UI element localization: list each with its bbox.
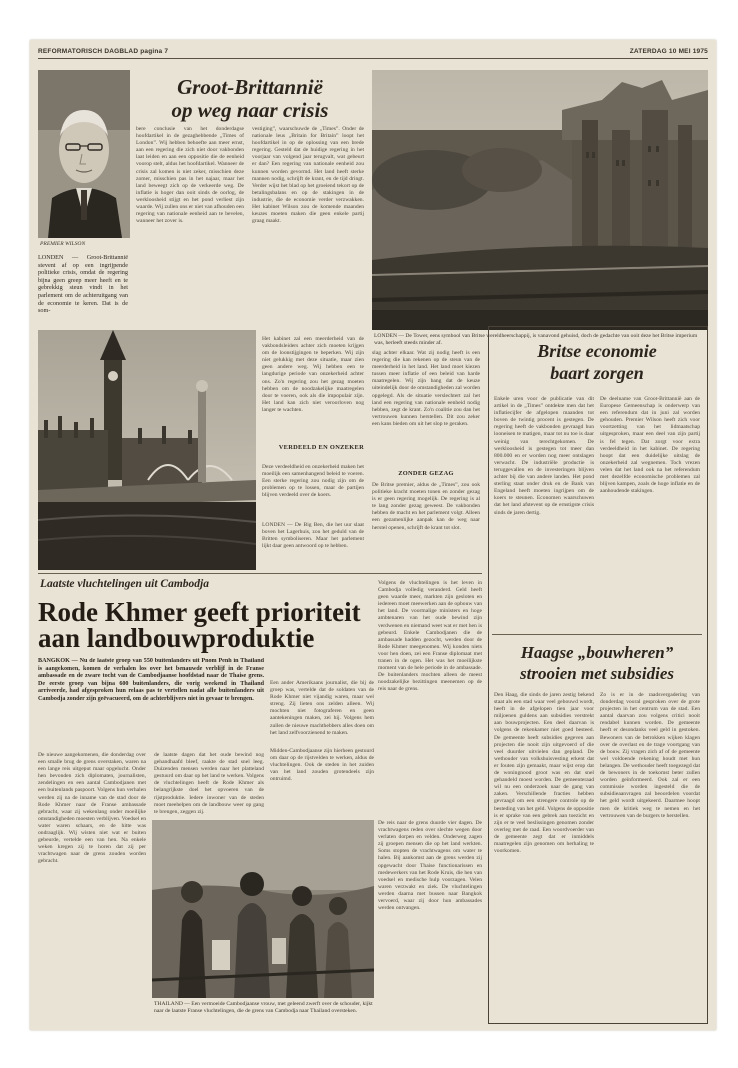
- cambodia-headline-line1: Rode Khmer geeft prioriteit: [38, 597, 361, 627]
- britain-lead: [38, 254, 128, 326]
- britain-col-3: [252, 126, 364, 324]
- britain-col-5: [262, 464, 364, 518]
- britain-col6-text: slag achter elkaar. Wat zij nodig heeft is een regering die kan rekenen op de steun van de meerderheid in het land. Het land moet kiezen tussen meer inflatie of een beleid van harde maatregelen. Wij zijn bang dat de keuze uiteindelijk door de omstandigheden zal worden opgelegd. Als de situatie verslechtert zal het land een regering van nationale eenheid nodig hebben, zegt de krant. Zo'n coalitie zou dan het vertrouwen kunnen herstellen. Dit zou zeker een kans bieden om uit het slop te geraken.: [372, 350, 480, 427]
- cambodia-kicker: Laatste vluchtelingen uit Cambodja: [40, 578, 209, 590]
- economy-divider: [492, 634, 702, 635]
- cambodia-lead: [38, 658, 264, 748]
- paper-masthead: REFORMATORISCH DAGBLAD pagina 7: [38, 48, 169, 55]
- cambodia-headline: [38, 597, 372, 653]
- economy-col1-text: Enkele uren voor de publicatie van dit artikel in de „Times” ontdekte men dat het inflatiecijfer de afgelopen maanden tot boven de twintig procent is gestegen. De regering heeft de vakbonden gevraagd hun looneisen te matigen, maar tot nu toe is daar weinig van terechtgekomen. De werkloosheid is gestegen tot meer dan 800.000 en er worden nog meer ontslagen verwacht. De industriële productie is teruggevallen en de investeringen blijven achter bij die van andere landen. Het pond sterling staat onder druk en de Bank van Engeland heeft moeten ingrijpen om de koers te steunen. Economen waarschuwen dat het land afstevent op de ernstigste crisis sinds de jaren dertig.: [494, 396, 594, 516]
- tower-caption: LONDEN — De Tower, eens symbool van Britse wereldheerschappij, is vanavond gehuisd, doch de gedachte van ooit deze het Britse imperium was, herleeft steeds minder af.: [374, 333, 698, 346]
- britain-col6b-text: De Britse premier, aldus de „Times”, zou ook politieke kracht moeten tonen en zonder gezag is er geen regering mogelijk. De regering is al te lang zonder gezag geweest. De vakbonden hebben de macht en het parlement volgt. Alleen een gezamenlijke aanpak kan de weg naar herstel openen, schrijft de krant tot slot.: [372, 482, 480, 531]
- economy-col-2: [600, 396, 700, 628]
- haagse-headline-line1: Haagse „bouwheren”: [520, 643, 674, 662]
- haagse-col2-text: Zo is er in de raadsvergadering van donderdag vooral gesproken over de grote projecten in het centrum van de stad. Een aantal daarvan zou volgens critici nooit rendabel kunnen worden. De gemeente heeft er desondanks veel geld in gestoken. Bewoners van de betrokken wijken klagen over de overlast en de trage voortgang van de bouw. Zij vragen zich af of de gemeente wel voldoende rekening houdt met hun belangen. De wethouder heeft toegezegd dat de bewoners in de toekomst beter zullen worden geïnformeerd. Ook zal er een commissie worden ingesteld die de subsidieaanvragen zal beoordelen voordat het geld wordt uitgekeerd. Daarmee hoopt men de kritiek weg te nemen en het vertrouwen van de burgers te herstellen.: [600, 692, 700, 819]
- haagse-col-1: [494, 692, 594, 1018]
- cambodia-col-d: [270, 748, 374, 814]
- cambodia-top-rule: [38, 573, 482, 574]
- header-rule: [38, 58, 708, 59]
- britain-lead-text: LONDEN — Groot-Brittannië stevent af op een ingrijpende politieke crisis, omdat de regering bijna geen greep meer heeft en te gebrekkig steun vindt in het parlement om de achteruitgang van de economie te keren. Dat is de som-: [38, 254, 128, 315]
- britain-col-2: [136, 126, 244, 324]
- britain-subhead-verdeeld: VERDEELD EN ONZEKER: [278, 444, 364, 451]
- portrait-caption: PREMIER WILSON: [40, 241, 86, 247]
- cambodia-col-c: [270, 680, 374, 744]
- haagse-col1-text: Den Haag, die sinds de jaren zestig bekend staat als een stad waar veel gebouwd wordt, heeft in de afgelopen tien jaar voor miljoenen guldens aan subsidies verstrekt aan bouwprojecten. Een deel daarvan is volgens de rekenkamer niet goed besteed. De gemeente heeft subsidies gegeven aan projecten die nooit zijn uitgevoerd of die veel duurder uitvielen dan gepland. De wethouder van volkshuisvesting erkent dat er fouten zijn gemaakt, maar wijst erop dat de woningnood groot was en dat snel gehandeld moest worden. De gemeenteraad wil nu een onderzoek naar de gang van zaken. Verschillende fracties hebben gevraagd om een strengere controle op de besteding van het geld. Volgens de oppositie is er sprake van een gebrek aan toezicht en zijn er te veel beslissingen genomen zonder overleg met de raad. Een woordvoerder van de gemeente zegt dat er inmiddels maatregelen zijn genomen om herhaling te voorkomen.: [494, 692, 594, 855]
- economy-headline-line2: baart zorgen: [550, 363, 644, 383]
- haagse-headline: [492, 642, 702, 684]
- thailand-caption: THAILAND — Een vermoeide Cambodjaanse vrouw, met geleend zwerft over de schouder, kijkt naar de laatste Franse vluchtelingen, die de grens van Cambodja naar Thailand oversteken.: [154, 1001, 373, 1014]
- economy-col2-text: De deelname van Groot-Brittannië aan de Europese Gemeenschap is onderwerp van een referendum dat in juni zal worden gehouden. Premier Wilson heeft zich voor voortzetting van het lidmaatschap uitgesproken, maar een deel van zijn partij is fel tegen. Dat zorgt voor extra verdeeldheid in het kabinet. De regering hoopt dat een duidelijke uitslag de onzekerheid zal wegnemen. Toch vrezen velen dat het land ook na het referendum met dezelfde economische problemen zal blijven kampen, zoals de hoge inflatie en de aanhoudende stakingen.: [600, 396, 700, 495]
- cambodia-col-b: [154, 752, 264, 816]
- britain-col5b-text: LONDEN — De Big Ben, die het uur slaat boven het Lagerhuis, zou het geduld van de Britten symboliseren. Maar het parlement lijkt daar geen antwoord op te hebben.: [262, 522, 364, 550]
- britain-headline: [134, 76, 366, 122]
- britain-col-5b: [262, 522, 364, 568]
- haagse-headline-line2: strooien met subsidies: [520, 664, 674, 683]
- britain-headline-line1: Groot-Brittannië: [177, 75, 323, 99]
- cambodia-col-e-text: Volgens de vluchtelingen is het leven in Cambodja volledig veranderd. Geld heeft geen waarde meer, markten zijn gesloten en iedereen moet meewerken aan de opbouw van het land. De voormalige ministers en hoge ambtenaren van het oude bewind zijn verdwenen en niemand weet wat er met hen is gebeurd. Enkele Cambodjanen die de ambassade hadden gezocht, werden door de Rode Khmer meegenomen. Wij konden niets voor hen doen, zei een Franse diplomaat met tranen in de ogen. Het was het moeilijkste moment van de hele periode in de ambassade. De buitenlanders mochten alleen de meest noodzakelijke bezittingen meenemen op de reis naar de grens.: [378, 580, 482, 693]
- cambodia-col-a: [38, 752, 146, 1022]
- cambodia-col-e: [378, 580, 482, 816]
- cambodia-col-b-text: de laatste dagen dat het oude bewind nog gehandhaafd bleef, raakte de stad snel leeg. Duizenden mensen werden naar het platteland gestuurd om daar op het land te werken. Volgens de vluchtelingen heeft de Rode Khmer als belangrijkste doel het opvoeren van de rijstproduktie. Iedere inwoner van de steden moet meehelpen om de landbouw weer op gang te brengen, zeggen zij.: [154, 752, 264, 815]
- cambodia-col-a-text: De nieuwe aangekomenen, die donderdag over een smalle brug de grens overstaken, waren na een lange reis uitgeput maar opgelucht. Onder hen bevonden zich diplomaten, journalisten, zendelingen en een aantal Cambodjanen met een buitenlands paspoort. Volgens hun verhalen werden zij na de inname van de stad door de Rode Khmer naar de Franse ambassade gebracht, waar zij wekenlang onder moeilijke omstandigheden moesten verblijven. Voedsel en water waren schaars, en de hitte was ondraaglijk. Wij wisten niet wat er buiten gebeurde, vertelde een van hen. Na enkele weken kregen zij te horen dat zij per vrachtwagen naar de grens zouden worden gebracht.: [38, 752, 146, 865]
- cambodia-col-c-text: Een ander Amerikaans journalist, die bij de groep was, vertelde dat de soldaten van de Rode Khmer niet vijandig waren, maar wel streng. Zij lieten ons zelden alleen. Wij mochten niet fotograferen en geen aantekeningen maken, zei hij. Volgens hem zullen de nieuwe machthebbers alles doen om het land zelfvoorzienend te maken.: [270, 680, 374, 736]
- britain-col5-text: Deze verdeeldheid en onzekerheid maken het moeilijk een samenhangend beleid te voeren. Een sterke regering zou nodig zijn om de problemen op te lossen, maar de partijen blijven verdeeld over de koers.: [262, 464, 364, 499]
- britain-col-4: [262, 336, 364, 440]
- cambodia-lead-text: BANGKOK — Nu de laatste groep van 550 buitenlanders uit Pnom Penh in Thailand is aangekomen, komen de verhalen los over het benauwde verblijf in de Franse ambassade en de zware tocht van de Cambodjaanse hoofdstad naar de Thaise grens. De eerste groep van bijna 600 buitenlanders, die vorig weekend in Thailand arriveerde, had afgesproken hun relaas pas te vertellen nadat alle buitenlanders uit Cambodja zonder zijn geëvacueerd, om de achterblijvers niet in gevaar te brengen.: [38, 658, 264, 702]
- haagse-col-2: [600, 692, 700, 1018]
- cambodia-col-f: [378, 820, 482, 1022]
- britain-headline-line2: op weg naar crisis: [171, 98, 329, 122]
- britain-col2-text: bere conclusie van het donderdagse hoofdartikel in de gezaghebbende „Times of London”. Wij hebben behoefte aan meer ernst, aan een regering die zich niet door vakbonden laat leiden en aan een oppositie die de eenheid voorop stelt, aldus het hoofdartikel. Wanneer de crisis zal komen is niet zeker, misschien deze zomer, misschien pas in het najaar, maar het land beweegt zich op de verkeerde weg. De inflatie is hoger dan ooit sinds de oorlog, de werkloosheid stijgt en het pond verliest zijn waarde. Wij zullen ons er niet van afhouden een regering van nationale eenheid aan te bevelen, wanneer het zover is.: [136, 126, 244, 225]
- cambodia-headline-line2: aan landbouwproduktie: [38, 622, 315, 653]
- page-date: ZATERDAG 10 MEI 1975: [629, 48, 708, 55]
- wilson-portrait: [38, 70, 130, 238]
- britain-col-6: [372, 350, 480, 466]
- britain-col4-text: Het kabinet zal een meerderheid van de vakbondsleiders achter zich moeten krijgen om de loonstijgingen te beperken. Wij zijn niet gelukkig met deze situatie, maar zien geen andere weg. Wij hebben een te langdurige periode van onzekerheid achter ons. Zo'n regering zou het gezag moeten hebben om de noodzakelijke maatregelen door te voeren, ook als die impopulair zijn. Het land kan zich niet veroorloven nog langer te wachten.: [262, 336, 364, 413]
- economy-col-1: [494, 396, 594, 628]
- economy-headline-line1: Britse economie: [537, 341, 657, 361]
- britain-col3-text: vestiging”, waarschuwde de „Times”. Onder de nationale leus „Britain for Britain” loopt het hoofdartikel in op de oplossing van een brede regering. Gesteld dat de huidige regering in het voorjaar van volgend jaar terugvalt, wat gebeurt er dan? Een regering van nationale eenheid zou kunnen worden gevormd. Het land heeft sterke mannen nodig, schrijft de krant, en de tijd dringt. Verder wijst het blad op het groeiend tekort op de betalingsbalans en op de stakingen in de industrie, die de economie verder verzwakken. Het kabinet Wilson zou de komende maanden keuzes moeten maken die geen enkele partij graag maakt.: [252, 126, 364, 225]
- economy-headline: [492, 340, 702, 384]
- thailand-refugees-photo: [152, 820, 374, 998]
- cambodia-col-f-text: De reis naar de grens duurde vier dagen. De vrachtwagens reden over slechte wegen door verlaten dorpen en velden. Onderweg zagen zij groepen mensen die op het land werkten. Soms stopten de vrachtwagens om water te halen. Bij aankomst aan de grens werden zij opgewacht door Thaise functionarissen en medewerkers van het Rode Kruis, die hen van voedsel en medische hulp voorzagen. Velen waren verzwakt en ziek. De vluchtelingen werden daarna met bussen naar Bangkok vervoerd, waar zij door hun ambassades werden ontvangen.: [378, 820, 482, 912]
- tower-photo: [372, 70, 708, 330]
- britain-col-6b: [372, 482, 480, 568]
- big-ben-photo: [38, 330, 256, 570]
- newspaper-page: [30, 40, 716, 1030]
- britain-subhead-gezag: ZONDER GEZAG: [398, 470, 454, 477]
- cambodia-col-d-text: Midden-Cambodjaanse zijn hierheen gestuurd om daar op de rijstvelden te werken, aldus de vluchtelingen. Ook de steden in het zuiden van het land zouden grotendeels zijn ontruimd.: [270, 748, 374, 783]
